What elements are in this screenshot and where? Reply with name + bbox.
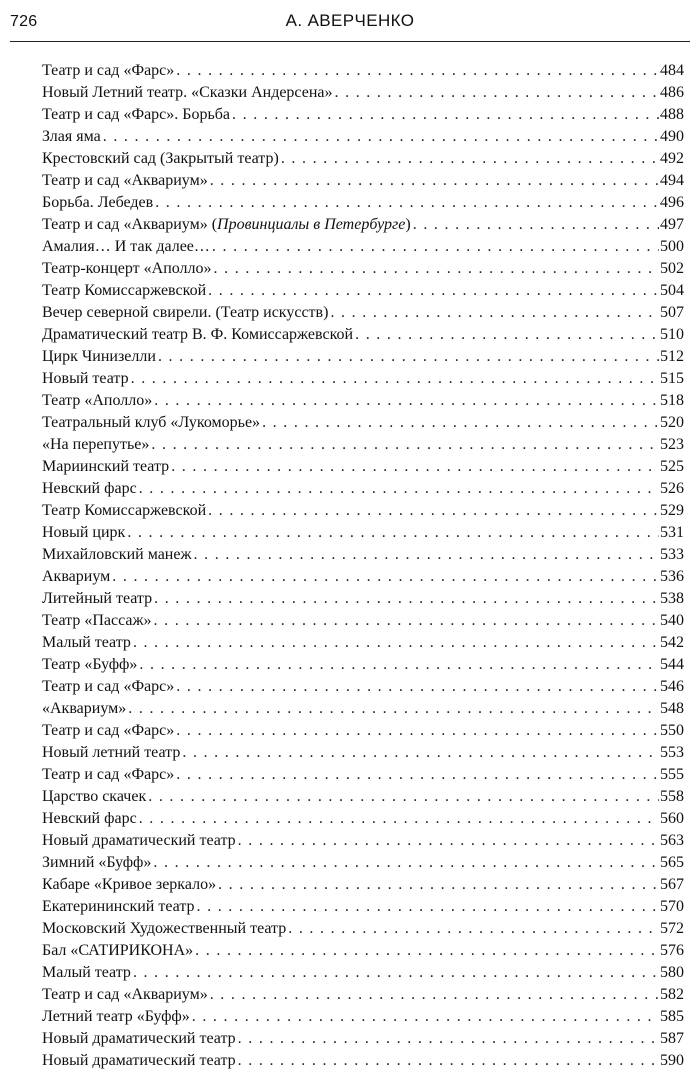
table-of-contents <box>42 60 684 1072</box>
toc-entry-page: 512 <box>660 348 684 365</box>
toc-entry-title <box>42 808 137 830</box>
toc-entry-page: 587 <box>660 1030 684 1047</box>
dot-leader <box>335 82 660 104</box>
toc-entry <box>42 874 684 896</box>
dot-leader <box>413 214 659 236</box>
toc-entry-page: 507 <box>660 304 684 321</box>
toc-entry-page: 540 <box>660 612 684 629</box>
toc-entry-page: 515 <box>660 370 684 387</box>
toc-entry-title <box>42 1006 190 1028</box>
toc-entry <box>42 302 684 324</box>
dot-leader <box>103 126 659 148</box>
toc-entry <box>42 192 684 214</box>
dot-leader <box>139 654 659 676</box>
toc-entry-page: 570 <box>660 898 684 915</box>
dot-leader <box>197 896 660 918</box>
toc-entry-page: 538 <box>660 590 684 607</box>
dot-leader <box>148 786 659 808</box>
toc-entry-title <box>42 346 156 368</box>
dot-leader <box>238 830 659 852</box>
toc-entry <box>42 412 684 434</box>
dot-leader <box>281 148 659 170</box>
toc-entry-title <box>42 676 174 698</box>
toc-entry-title-text: Новый цирк <box>42 524 126 541</box>
toc-entry-title <box>42 896 195 918</box>
toc-entry-title-text: Бал «САТИРИКОНА» <box>42 942 194 959</box>
toc-entry-title <box>42 434 149 456</box>
toc-entry <box>42 676 684 698</box>
dot-leader <box>194 544 659 566</box>
toc-entry-page: 585 <box>660 1008 684 1025</box>
toc-entry-title-text: Злая яма <box>42 128 101 145</box>
dot-leader <box>210 984 659 1006</box>
toc-entry-page: 590 <box>660 1052 684 1069</box>
toc-entry <box>42 962 684 984</box>
dot-leader <box>154 588 659 610</box>
toc-entry <box>42 170 684 192</box>
dot-leader <box>158 346 659 368</box>
toc-entry-title-text: Невский фарс <box>42 480 137 497</box>
header-rule <box>10 41 690 42</box>
toc-entry <box>42 544 684 566</box>
toc-entry-title-text: Московский Художественный театр <box>42 920 287 937</box>
dot-leader <box>131 368 659 390</box>
dot-leader <box>212 236 659 258</box>
dot-leader <box>139 808 659 830</box>
toc-entry-title <box>42 940 193 962</box>
toc-entry-title-text: Аквариум <box>42 568 111 585</box>
dot-leader <box>151 434 659 456</box>
toc-entry-title <box>42 764 174 786</box>
toc-entry-title-text: Невский фарс <box>42 810 137 827</box>
toc-entry-title <box>42 874 216 896</box>
toc-entry-title-text: Театр и сад «Аквариум» ( <box>42 216 218 233</box>
dot-leader <box>182 742 659 764</box>
dot-leader <box>210 170 659 192</box>
toc-entry-title <box>42 280 206 302</box>
toc-entry-title <box>42 170 208 192</box>
dot-leader <box>238 1028 659 1050</box>
toc-entry <box>42 236 684 258</box>
toc-entry-page: 546 <box>660 678 684 695</box>
toc-entry <box>42 896 684 918</box>
toc-entry-title-text: Новый драматический театр <box>42 1052 236 1069</box>
toc-entry-title-text: Театр и сад «Аквариум» <box>42 172 208 189</box>
dot-leader <box>127 522 659 544</box>
dot-leader <box>176 720 659 742</box>
dot-leader <box>139 478 659 500</box>
toc-entry-title <box>42 566 110 588</box>
toc-entry-title <box>42 324 353 346</box>
toc-entry-title <box>42 698 126 720</box>
dot-leader <box>176 60 659 82</box>
toc-entry-page: 542 <box>660 634 684 651</box>
toc-entry-title-text: Екатерининский театр <box>42 898 195 915</box>
toc-entry-title-text: Михайловский манеж <box>42 546 192 563</box>
toc-entry-page: 520 <box>660 414 684 431</box>
toc-entry <box>42 984 684 1006</box>
toc-entry-title-text: Литейный театр <box>42 590 153 607</box>
toc-entry <box>42 632 684 654</box>
toc-entry-title-text: Театр Комиссаржевской <box>42 502 207 519</box>
toc-entry-title-end: ) <box>405 216 411 233</box>
toc-entry-title-text: Малый театр <box>42 634 131 651</box>
dot-leader <box>155 192 659 214</box>
toc-entry-title <box>42 302 328 324</box>
toc-entry <box>42 764 684 786</box>
toc-entry-page: 580 <box>660 964 684 981</box>
toc-entry <box>42 324 684 346</box>
toc-entry <box>42 522 684 544</box>
toc-entry-title <box>42 588 152 610</box>
toc-entry-title <box>42 236 210 258</box>
toc-entry-page: 518 <box>660 392 684 409</box>
toc-entry <box>42 720 684 742</box>
toc-entry-title-text: Театр и сад «Фарс» <box>42 62 175 79</box>
toc-entry-title <box>42 258 212 280</box>
toc-entry-title <box>42 60 174 82</box>
toc-entry-title <box>42 918 286 940</box>
toc-entry-title <box>42 610 152 632</box>
toc-entry-title <box>42 522 125 544</box>
toc-entry-title-text: Вечер северной свирели. (Театр искусств) <box>42 304 329 321</box>
toc-entry-page: 533 <box>660 546 684 563</box>
toc-entry <box>42 434 684 456</box>
toc-entry <box>42 368 684 390</box>
toc-entry-title <box>42 390 152 412</box>
toc-entry-title-text: Новый театр <box>42 370 129 387</box>
toc-entry-title-text: Малый театр <box>42 964 131 981</box>
toc-entry <box>42 390 684 412</box>
toc-entry-page: 523 <box>660 436 684 453</box>
page-number: 726 <box>10 13 38 30</box>
toc-entry <box>42 742 684 764</box>
dot-leader <box>192 1006 659 1028</box>
toc-entry <box>42 588 684 610</box>
toc-entry-page: 550 <box>660 722 684 739</box>
dot-leader <box>208 280 659 302</box>
toc-entry-title <box>42 126 101 148</box>
toc-entry-title-text: Драматический театр В. Ф. Комиссаржевской <box>42 326 354 343</box>
toc-entry <box>42 852 684 874</box>
toc-entry <box>42 654 684 676</box>
toc-entry <box>42 126 684 148</box>
toc-entry-title <box>42 500 206 522</box>
dot-leader <box>288 918 659 940</box>
toc-entry-title <box>42 214 411 236</box>
toc-entry <box>42 478 684 500</box>
dot-leader <box>171 456 659 478</box>
toc-entry-title-text: Театральный клуб «Лукоморье» <box>42 414 261 431</box>
toc-entry-title-text: Театр и сад «Фарс». Борьба <box>42 106 231 123</box>
toc-entry-title-text: «Аквариум» <box>42 700 127 717</box>
toc-entry-title-text: Театр и сад «Фарс» <box>42 678 175 695</box>
dot-leader <box>128 698 659 720</box>
toc-entry-title <box>42 82 333 104</box>
toc-entry <box>42 1050 684 1072</box>
dot-leader <box>238 1050 659 1072</box>
toc-entry-title <box>42 1050 236 1072</box>
toc-entry-page: 525 <box>660 458 684 475</box>
toc-entry-page: 529 <box>660 502 684 519</box>
toc-entry <box>42 918 684 940</box>
toc-entry-title-text: Театр-концерт «Аполло» <box>42 260 212 277</box>
toc-entry-title <box>42 148 279 170</box>
toc-entry-title-text: Крестовский сад (Закрытый театр) <box>42 150 279 167</box>
toc-entry <box>42 1006 684 1028</box>
toc-entry <box>42 82 684 104</box>
toc-entry-title <box>42 962 131 984</box>
toc-entry-title-text: Новый Летний театр. «Сказки Андерсена» <box>42 84 333 101</box>
toc-entry <box>42 148 684 170</box>
toc-entry-page: 496 <box>660 194 684 211</box>
toc-entry-title <box>42 412 260 434</box>
dot-leader <box>214 258 659 280</box>
toc-entry-page: 486 <box>660 84 684 101</box>
toc-entry-page: 548 <box>660 700 684 717</box>
toc-entry <box>42 566 684 588</box>
toc-entry-title <box>42 852 151 874</box>
toc-entry-title <box>42 720 174 742</box>
toc-entry <box>42 456 684 478</box>
toc-entry <box>42 610 684 632</box>
toc-entry <box>42 940 684 962</box>
toc-entry-title <box>42 786 146 808</box>
toc-entry-title-text: Летний театр «Буфф» <box>42 1008 190 1025</box>
toc-entry-page: 494 <box>660 172 684 189</box>
toc-entry-title <box>42 544 192 566</box>
dot-leader <box>133 632 659 654</box>
toc-entry <box>42 830 684 852</box>
toc-entry-title-text: Театр «Буфф» <box>42 656 138 673</box>
toc-entry-title <box>42 742 180 764</box>
dot-leader <box>176 764 659 786</box>
toc-entry-title-text: Театр и сад «Аквариум» <box>42 986 208 1003</box>
toc-entry <box>42 698 684 720</box>
page-header <box>0 10 700 40</box>
dot-leader <box>112 566 659 588</box>
toc-entry-title-text: Театр «Аполло» <box>42 392 153 409</box>
toc-entry-subtitle: Провинциалы в Петербурге <box>217 216 406 233</box>
toc-entry-title-text: Новый драматический театр <box>42 1030 236 1047</box>
toc-entry-title <box>42 368 129 390</box>
dot-leader <box>176 676 659 698</box>
toc-entry-page: 492 <box>660 150 684 167</box>
toc-entry <box>42 258 684 280</box>
toc-entry <box>42 104 684 126</box>
toc-entry-title <box>42 632 131 654</box>
toc-entry-page: 488 <box>660 106 684 123</box>
toc-entry-title <box>42 830 236 852</box>
toc-entry-title-text: Театр и сад «Фарс» <box>42 766 175 783</box>
dot-leader <box>262 412 659 434</box>
toc-entry-page: 497 <box>660 216 684 233</box>
toc-entry-page: 558 <box>660 788 684 805</box>
toc-entry-page: 536 <box>660 568 684 585</box>
toc-entry-title-text: Новый драматический театр <box>42 832 236 849</box>
dot-leader <box>218 874 659 896</box>
toc-entry-title <box>42 478 137 500</box>
toc-entry-title-text: Театр Комиссаржевской <box>42 282 207 299</box>
toc-entry-page: 567 <box>660 876 684 893</box>
toc-entry-page: 582 <box>660 986 684 1003</box>
toc-entry-title-text: Театр «Пассаж» <box>42 612 152 629</box>
dot-leader <box>154 390 659 412</box>
dot-leader <box>133 962 659 984</box>
toc-entry-page: 484 <box>660 62 684 79</box>
toc-entry-title <box>42 1028 236 1050</box>
toc-entry-page: 526 <box>660 480 684 497</box>
toc-entry-page: 576 <box>660 942 684 959</box>
toc-entry-title-text: Театр и сад «Фарс» <box>42 722 175 739</box>
toc-entry-page: 510 <box>660 326 684 343</box>
toc-entry-title <box>42 104 230 126</box>
toc-entry-title-text: Новый летний театр <box>42 744 181 761</box>
toc-entry-title <box>42 456 169 478</box>
toc-entry <box>42 1028 684 1050</box>
dot-leader <box>330 302 659 324</box>
toc-entry-page: 504 <box>660 282 684 299</box>
toc-entry <box>42 346 684 368</box>
toc-entry <box>42 280 684 302</box>
toc-entry-page: 563 <box>660 832 684 849</box>
toc-entry <box>42 214 684 236</box>
toc-entry-title-text: Зимний «Буфф» <box>42 854 152 871</box>
toc-entry-page: 572 <box>660 920 684 937</box>
toc-entry-page: 490 <box>660 128 684 145</box>
toc-entry-title-text: «На перепутье» <box>42 436 150 453</box>
toc-entry-page: 553 <box>660 744 684 761</box>
toc-entry-title-text: Мариинский театр <box>42 458 170 475</box>
toc-entry <box>42 500 684 522</box>
toc-entry-page: 560 <box>660 810 684 827</box>
dot-leader <box>232 104 659 126</box>
dot-leader <box>154 610 659 632</box>
toc-entry-title-text: Кабаре «Кривое зеркало» <box>42 876 217 893</box>
toc-entry-page: 555 <box>660 766 684 783</box>
toc-entry <box>42 60 684 82</box>
toc-entry-title-text: Амалия… И так далее… <box>42 238 210 255</box>
toc-entry-page: 531 <box>660 524 684 541</box>
dot-leader <box>195 940 659 962</box>
dot-leader <box>208 500 659 522</box>
toc-entry-title-text: Борьба. Лебедев <box>42 194 154 211</box>
toc-entry <box>42 808 684 830</box>
running-head-author: А. АВЕРЧЕНКО <box>285 11 415 30</box>
toc-entry-page: 500 <box>660 238 684 255</box>
dot-leader <box>355 324 659 346</box>
dot-leader <box>153 852 659 874</box>
toc-entry-title <box>42 192 153 214</box>
toc-entry-title-text: Цирк Чинизелли <box>42 348 156 365</box>
toc-entry <box>42 786 684 808</box>
toc-entry-page: 502 <box>660 260 684 277</box>
toc-entry-page: 565 <box>660 854 684 871</box>
toc-entry-page: 544 <box>660 656 684 673</box>
toc-entry-title-text: Царство скачек <box>42 788 147 805</box>
toc-entry-title <box>42 654 137 676</box>
toc-entry-title <box>42 984 208 1006</box>
